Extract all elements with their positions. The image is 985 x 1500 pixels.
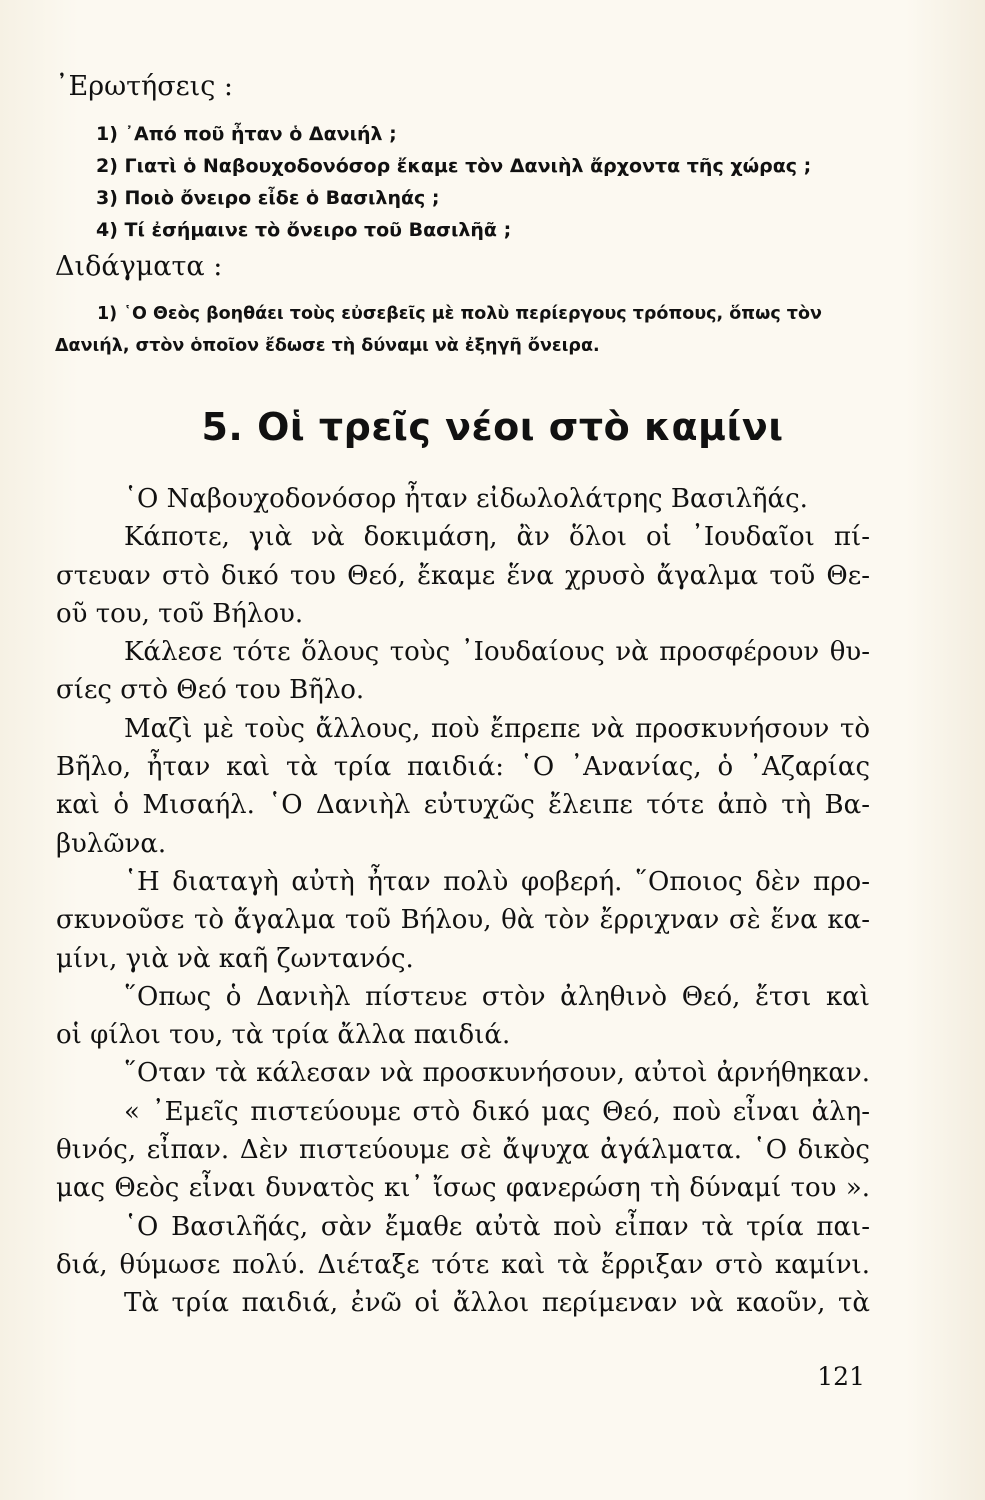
body-line: ῾Η διαταγὴ αὐτὴ ἦταν πολὺ φοβερή. ῞Οποιος δὲν προ- [124,866,870,897]
lessons-text [55,298,875,362]
body-line: σκυνοῦσε τὸ ἄγαλμα τοῦ Βήλου, θὰ τὸν ἔρριχναν σὲ ἕνα κα- [56,905,870,936]
body-line: Κάλεσε τότε ὅλους τοὺς ᾿Ιουδαίους νὰ προσφέρουν θυ- [124,637,870,668]
body-line: ῞Οπως ὁ Δανιὴλ πίστευε στὸν ἀληθινὸ Θεό, ἔτσι καὶ [124,981,870,1012]
body-line: οἱ φίλοι του, τὰ τρία ἄλλα παιδιά. [56,1020,511,1051]
body-line: « ᾿Εμεῖς πιστεύουμε στὸ δικό μας Θεό, ποὺ εἶναι ἀλη- [124,1096,870,1127]
lesson-line: 1) ῾Ο Θεὸς βοηθάει τοὺς εὐσεβεῖς μὲ πολὺ περίεργους τρόπους, ὅπως τὸν [97,304,822,324]
body-line: στευαν στὸ δικό του Θεό, ἔκαμε ἕνα χρυσὸ ἄγαλμα τοῦ Θε- [56,560,870,591]
questions-list [96,118,886,246]
body-line: οῦ του, τοῦ Βήλου. [56,598,304,629]
body-line: ῾Ο Ναβουχοδονόσορ ἦταν εἰδωλολάτρης Βασιλῆάς. [124,484,808,514]
body-line: θινός, εἶπαν. Δὲν πιστεύουμε σὲ ἄψυχα ἀγάλματα. ῾Ο δικὸς [56,1135,870,1166]
body-line: ῾Ο Βασιλῆάς, σὰν ἔμαθε αὐτὰ ποὺ εἶπαν τὰ τρία παι- [124,1211,870,1242]
body-line: μίνι, γιὰ νὰ καῆ ζωντανός. [56,943,414,974]
body-line: Κάποτε, γιὰ νὰ δοκιμάση, ἂν ὅλοι οἱ ᾿Ιουδαῖοι πί- [124,522,870,553]
body-line: σίες στὸ Θεό του Βῆλο. [56,675,365,706]
body-line: καὶ ὁ Μισαήλ. ῾Ο Δανιὴλ εὐτυχῶς ἔλειπε τότε ἀπὸ τὴ Βα- [56,790,870,821]
body-line: μας Θεὸς εἶναι δυνατὸς κι᾿ ἴσως φανερώση τὴ δύναμί του ». [56,1173,870,1204]
lesson-line: Δανιήλ, στὸν ὁποῖον ἔδωσε τὴ δύναμι νὰ ἐξηγῆ ὄνειρα. [55,336,600,356]
body-line: διά, θύμωσε πολύ. Διέταξε τότε καὶ τὰ ἔρριξαν στὸ καμίνι. [56,1249,870,1280]
lessons-heading: Διδάγματα : [55,251,223,282]
question-item: 4) Τί ἐσήμαινε τὸ ὄνειρο τοῦ Βασιλῆᾶ ; [96,219,512,241]
body-line: Βῆλο, ἦταν καὶ τὰ τρία παιδιά: ῾Ο ᾿Ανανίας, ὁ ᾿Αζαρίας [56,752,870,783]
chapter-body [56,480,870,1323]
question-item: 2) Γιατὶ ὁ Ναβουχοδονόσορ ἔκαμε τὸν Δανιὴλ ἄρχοντα τῆς χώρας ; [96,155,812,177]
question-item: 1) ᾿Από ποῦ ἦταν ὁ Δανιήλ ; [96,123,397,145]
question-item: 3) Ποιὸ ὄνειρο εἶδε ὁ Βασιληάς ; [96,187,440,209]
body-line: Τὰ τρία παιδιά, ἐνῶ οἱ ἄλλοι περίμεναν νὰ καοῦν, τὰ [124,1288,870,1319]
page-number: 121 [817,1362,865,1391]
body-line: βυλῶνα. [56,828,167,859]
chapter-title: 5. Οἱ τρεῖς νέοι στὸ καμίνι [201,405,784,449]
body-line: Μαζὶ μὲ τοὺς ἄλλους, ποὺ ἔπρεπε νὰ προσκυνήσουν τὸ [124,713,870,744]
questions-heading: ᾿Ερωτήσεις : [55,71,234,102]
body-line: ῞Οταν τὰ κάλεσαν νὰ προσκυνήσουν, αὐτοὶ ἀρνήθηκαν. [124,1058,870,1089]
